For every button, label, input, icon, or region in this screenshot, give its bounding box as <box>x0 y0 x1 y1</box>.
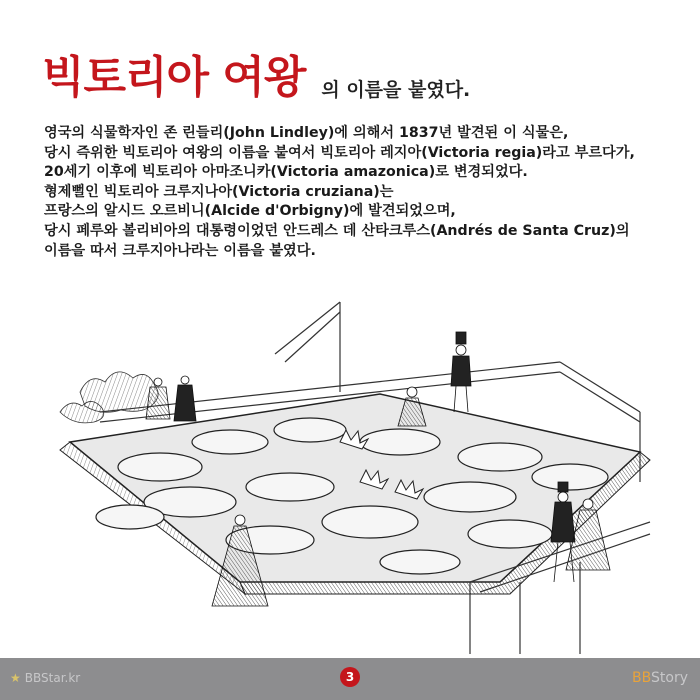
paragraph-line: 영국의 식물학자인 존 린들리(John Lindley)에 의해서 1837년 발견된 이 식물은, <box>44 125 569 141</box>
paragraph-line: 당시 페루와 볼리비아의 대통령이었던 안드레스 데 산타크루스(Andrés de Santa Cruz)의 <box>44 222 630 239</box>
footer-left-brand-text: BBStar.kr <box>24 671 81 685</box>
paragraph-line: 프랑스의 알시드 오르비니(Alcide d'Orbigny)에 발견되었으며, <box>44 203 456 220</box>
paragraph-line: 20세기 이후에 빅토리아 아마조니카(Victoria amazonica)로 변경되었다. <box>44 164 528 181</box>
footer-left-brand[interactable] <box>10 671 80 685</box>
page-subtitle: 의 이름을 붙였다. <box>321 79 471 101</box>
footer-right-brand[interactable] <box>632 670 688 686</box>
footer-right-brand-prefix: BB <box>632 670 652 686</box>
paragraph-line: 이름을 따서 크루지아나라는 이름을 붙였다. <box>44 242 316 259</box>
bird-logo-icon: ★ <box>10 671 21 685</box>
title-row <box>42 50 470 106</box>
foliage <box>60 372 158 423</box>
page-title: 빅토리아 여왕 <box>42 52 306 103</box>
paragraph-line: 당시 즉위한 빅토리아 여왕의 이름을 붙여서 빅토리아 레지아(Victoria regia)라고 부르다가, <box>44 144 635 161</box>
body-paragraph <box>44 124 664 261</box>
footer-bar <box>0 658 700 700</box>
footer-right-brand-suffix: Story <box>651 670 688 686</box>
paragraph-line: 형제뻘인 빅토리아 크루지나아(Victoria cruziana)는 <box>44 183 394 200</box>
lily-pond-illustration <box>40 282 660 654</box>
page-number-badge: 3 <box>340 667 360 687</box>
